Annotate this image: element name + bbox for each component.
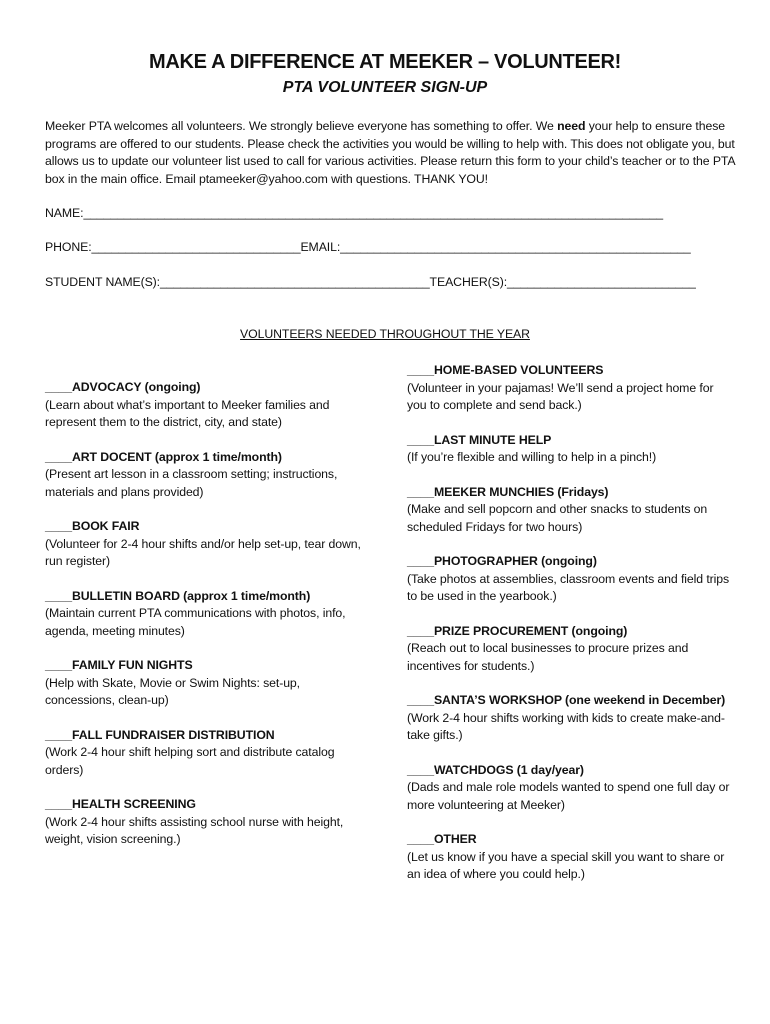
option-description: (Maintain current PTA communications with photos, info, agenda, meeting minutes) xyxy=(45,606,346,638)
page-subtitle: PTA VOLUNTEER SIGN-UP xyxy=(282,79,488,96)
volunteer-option[interactable] xyxy=(407,553,732,606)
option-description: (Present art lesson in a classroom setting; instructions, materials and plans provided) xyxy=(45,467,338,499)
option-title: ____MEEKER MUNCHIES (Fridays) xyxy=(407,484,609,499)
volunteer-option[interactable] xyxy=(45,727,370,780)
option-description: (Work 2-4 hour shift helping sort and distribute catalog orders) xyxy=(45,745,335,777)
volunteer-option[interactable] xyxy=(407,484,732,537)
option-description: (Let us know if you have a special skill you want to share or an idea of where you could help.) xyxy=(407,849,725,881)
option-title: ____BULLETIN BOARD (approx 1 time/month) xyxy=(45,588,311,603)
option-description: (Make and sell popcorn and other snacks to students on scheduled Fridays for two hours) xyxy=(407,502,708,534)
option-title: ____PHOTOGRAPHER (ongoing) xyxy=(407,554,597,568)
intro-emphasis: need xyxy=(557,119,586,133)
volunteer-option[interactable] xyxy=(407,362,732,415)
volunteer-option[interactable] xyxy=(45,796,370,849)
option-title: ____HOME-BASED VOLUNTEERS xyxy=(407,363,604,377)
section-heading: VOLUNTEERS NEEDED THROUGHOUT THE YEAR xyxy=(240,327,530,341)
phone-email-field[interactable]: PHONE:_______________________________EMAIL:____________________________________________________ xyxy=(45,240,691,254)
option-description: (Take photos at assemblies, classroom events and field trips to be used in the yearbook.) xyxy=(407,571,730,603)
option-title: ____HEALTH SCREENING xyxy=(45,797,196,811)
intro-text-2: your help to ensure these programs are offered to our students. Please check the activities you would be willing to help with. This does not obligate you, but allows us to update our volunteer list used to call for various activities. Please return this form to your child’s teacher or to the PTA box in the main office. Email ptameeker@yahoo.com with questions. THANK YOU! xyxy=(45,119,735,186)
volunteer-option[interactable] xyxy=(45,588,370,641)
option-description: (Volunteer in your pajamas! We’ll send a project home for you to complete and send back.) xyxy=(407,380,714,412)
option-description: (Learn about what’s important to Meeker families and represent them to the district, city, and state) xyxy=(45,397,330,429)
option-description: (If you’re flexible and willing to help in a pinch!) xyxy=(407,450,657,464)
student-teacher-field[interactable]: STUDENT NAME(S):________________________________________TEACHER(S):____________________________ xyxy=(45,275,696,289)
intro-text-1: Meeker PTA welcomes all volunteers. We strongly believe everyone has something to offer. We xyxy=(45,119,558,133)
option-title: ____BOOK FAIR xyxy=(45,519,140,533)
name-field[interactable]: NAME:______________________________________________________________________________________ xyxy=(45,206,663,220)
option-title: ____LAST MINUTE HELP xyxy=(407,432,552,447)
option-description: (Reach out to local businesses to procure prizes and incentives for students.) xyxy=(407,641,689,673)
option-title: ____SANTA’S WORKSHOP (one weekend in December) xyxy=(407,693,726,707)
option-title: ____WATCHDOGS (1 day/year) xyxy=(407,762,584,777)
option-title: ____PRIZE PROCUREMENT (ongoing) xyxy=(407,623,628,638)
option-title: ____FALL FUNDRAISER DISTRIBUTION xyxy=(45,727,275,742)
option-description: (Work 2-4 hour shifts assisting school nurse with height, weight, vision screening.) xyxy=(45,814,344,846)
volunteer-option[interactable] xyxy=(407,762,732,815)
option-description: (Help with Skate, Movie or Swim Nights: set-up, concessions, clean-up) xyxy=(45,675,300,707)
option-description: (Volunteer for 2-4 hour shifts and/or help set-up, tear down, run register) xyxy=(45,536,361,568)
volunteer-option[interactable] xyxy=(407,692,732,745)
volunteer-option[interactable] xyxy=(45,657,370,710)
left-column xyxy=(45,379,370,866)
option-title: ____ART DOCENT (approx 1 time/month) xyxy=(45,449,282,464)
option-title: ____OTHER xyxy=(407,832,477,846)
volunteer-option[interactable] xyxy=(407,432,732,467)
option-title: ____FAMILY FUN NIGHTS xyxy=(45,658,193,672)
page-title: MAKE A DIFFERENCE AT MEEKER – VOLUNTEER! xyxy=(148,51,622,73)
volunteer-option[interactable] xyxy=(407,623,732,676)
intro-paragraph xyxy=(45,118,735,188)
right-column xyxy=(407,362,732,901)
volunteer-option[interactable] xyxy=(45,379,370,432)
volunteer-option[interactable] xyxy=(407,831,732,884)
option-description: (Work 2-4 hour shifts working with kids to create make-and-take gifts.) xyxy=(407,710,725,742)
option-description: (Dads and male role models wanted to spend one full day or more volunteering at Meeker) xyxy=(407,780,730,812)
volunteer-option[interactable] xyxy=(45,449,370,502)
option-title: ____ADVOCACY (ongoing) xyxy=(45,380,201,394)
volunteer-option[interactable] xyxy=(45,518,370,571)
